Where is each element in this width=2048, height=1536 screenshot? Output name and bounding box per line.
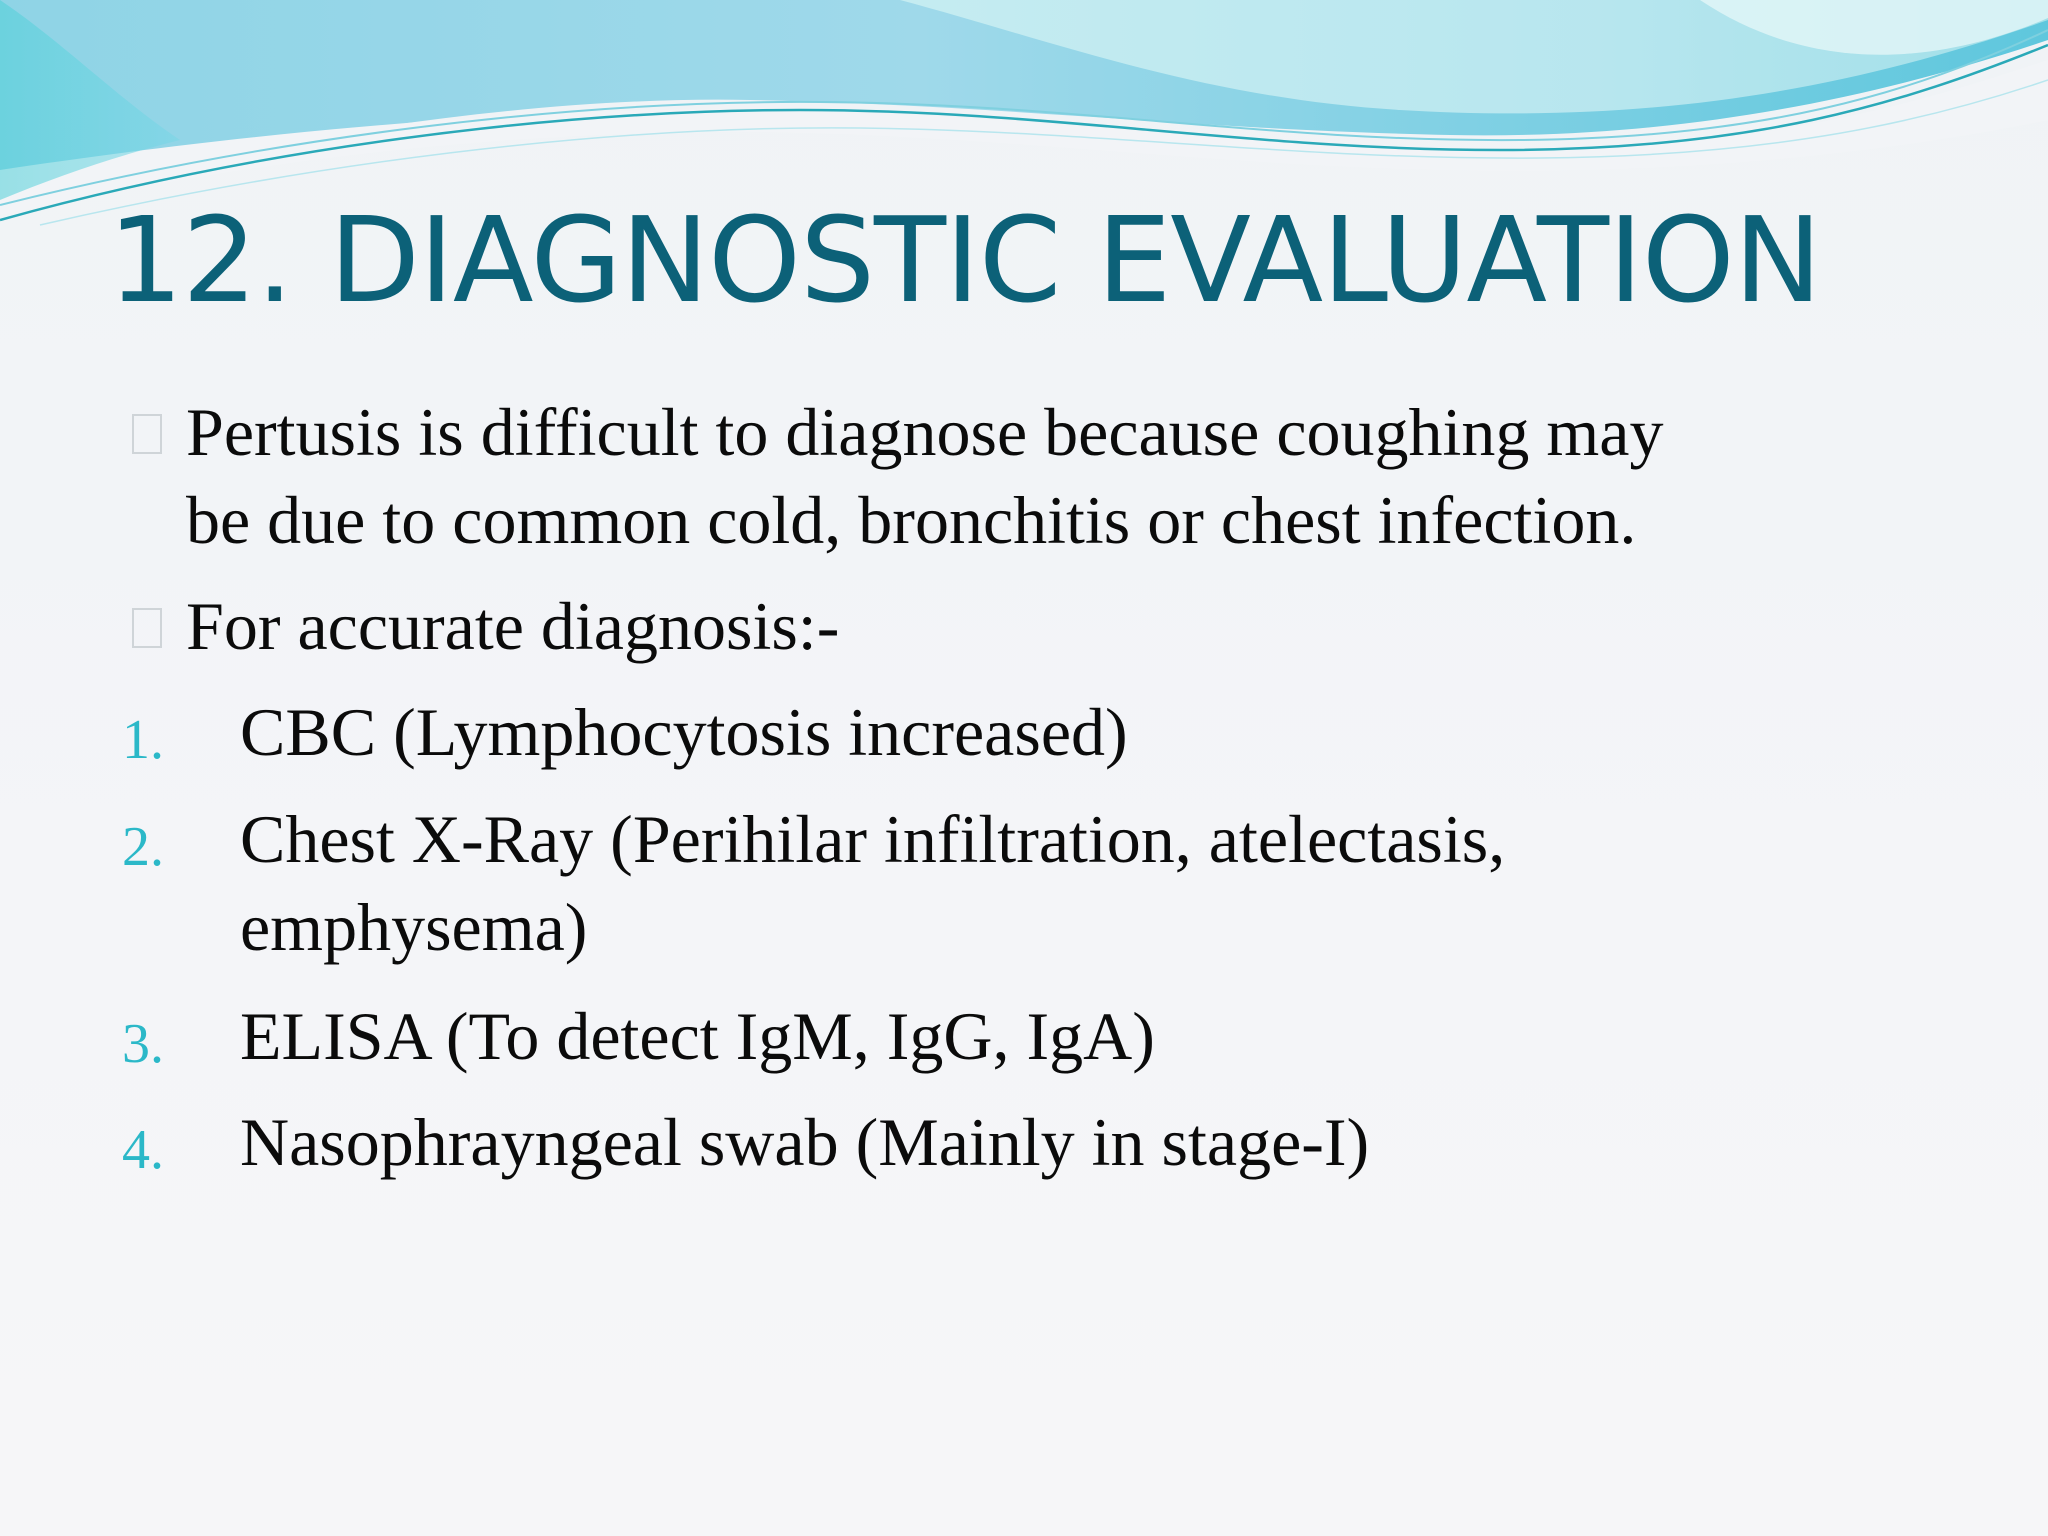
bullet-square-icon [132, 414, 162, 454]
bullet-text-line: Pertusis is difficult to diagnose because coughing may [186, 394, 1664, 470]
slide-title: 12. DIAGNOSTIC EVALUATION [108, 191, 1822, 329]
bullet-text-line: For accurate diagnosis:- [186, 588, 840, 664]
bullet-text-line: be due to common cold, bronchitis or chest infection. [186, 482, 1637, 558]
list-number: 2. [122, 816, 164, 878]
list-number: 4. [122, 1119, 164, 1181]
list-item-text: ELISA (To detect IgM, IgG, IgA) [240, 998, 1155, 1074]
list-item-text: Chest X-Ray (Perihilar infiltration, atelectasis, [240, 801, 1506, 877]
list-item-text: CBC (Lymphocytosis increased) [240, 694, 1128, 770]
list-item-text: emphysema) [240, 889, 588, 965]
list-number: 3. [122, 1013, 164, 1075]
bullet-square-icon [132, 608, 162, 648]
list-item-text: Nasophrayngeal swab (Mainly in stage-I) [240, 1104, 1370, 1180]
list-number: 1. [122, 709, 164, 771]
